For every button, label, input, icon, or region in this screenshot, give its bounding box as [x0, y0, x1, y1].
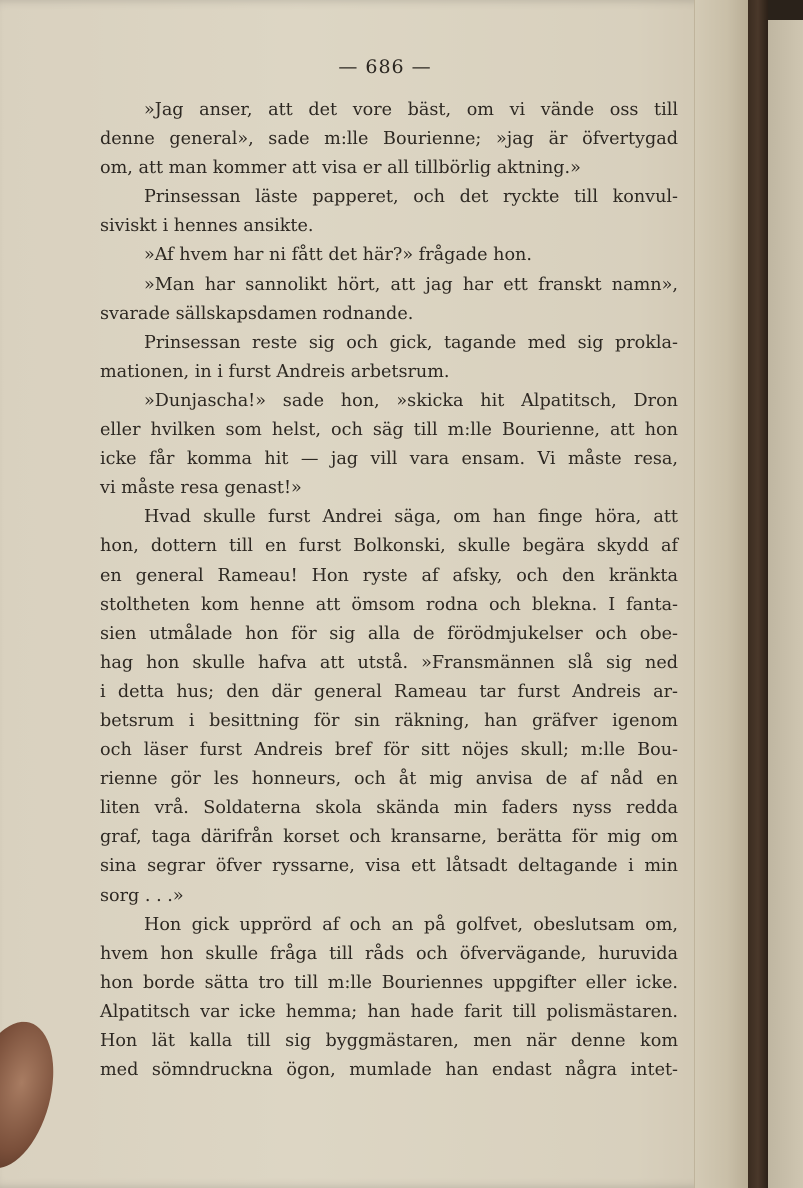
- text-line: »Dunjascha!» sade hon, »skicka hit Alpatitsch, Dron: [144, 390, 678, 411]
- text-line: liten vrå. Soldaterna skola skända min faders nyss redda: [100, 798, 678, 819]
- text-line: Hon lät kalla till sig byggmästaren, men när denne kom: [100, 1031, 678, 1051]
- adjacent-page: [768, 20, 803, 1188]
- text-line: graf, taga därifrån korset och kransarne, berätta för mig om: [100, 827, 678, 848]
- text-line: svarade sällskapsdamen rodnande.: [100, 303, 414, 324]
- text-line: denne general», sade m:lle Bourienne; »jag är öfvertygad: [100, 129, 678, 150]
- text-line: stoltheten kom henne att ömsom rodna och blekna. I fanta-: [100, 594, 678, 615]
- text-line: icke får komma hit — jag vill vara ensam. Vi måste resa,: [100, 449, 678, 470]
- text-line: »Man har sannolikt hört, att jag har ett franskt namn»,: [144, 274, 678, 295]
- text-line: Prinsessan läste papperet, och det ryckte till konvul-: [144, 187, 678, 208]
- text-line: sina segrar öfver ryssarne, visa ett låtsadt deltagande i min: [100, 856, 678, 877]
- text-line: Hvad skulle furst Andrei säga, om han finge höra, att: [144, 507, 678, 528]
- text-line: betsrum i besittning för sin räkning, han gräfver igenom: [100, 710, 678, 731]
- text-line: rienne gör les honneurs, och åt mig anvisa de af nåd en: [100, 769, 678, 790]
- body-text: [100, 96, 678, 1085]
- text-line: och läser furst Andreis bref för sitt nöjes skull; m:lle Bou-: [100, 740, 678, 761]
- text-line: Prinsessan reste sig och gick, tagande med sig prokla-: [144, 332, 678, 353]
- text-line: hon borde sätta tro till m:lle Bouriennes uppgifter eller icke.: [100, 972, 678, 993]
- text-line: hon, dottern till en furst Bolkonski, skulle begära skydd af: [100, 536, 678, 557]
- text-line: om, att man kommer att visa er all tillbörlig aktning.»: [100, 158, 581, 179]
- text-line: »Af hvem har ni fått det här?» frågade hon.: [144, 245, 532, 266]
- text-line: hag hon skulle hafva att utstå. »Fransmännen slå sig ned: [100, 652, 678, 673]
- text-line: sorg . . .»: [100, 885, 184, 906]
- book-spine: [748, 0, 768, 1188]
- text-line: sien utmålade hon för sig alla de förödmjukelser och obe-: [100, 623, 678, 644]
- text-line: eller hvilken som helst, och säg till m:lle Bourienne, att hon: [100, 420, 678, 441]
- text-line: i detta hus; den där general Rameau tar furst Andreis ar-: [100, 681, 678, 702]
- page-number: — 686 —: [338, 56, 432, 78]
- text-line: »Jag anser, att det vore bäst, om vi vände oss till: [144, 100, 678, 120]
- text-line: siviskt i hennes ansikte.: [100, 216, 314, 237]
- text-line: mationen, in i furst Andreis arbetsrum.: [100, 361, 450, 382]
- text-line: med sömndruckna ögon, mumlade han endast några intet-: [100, 1060, 678, 1081]
- text-line: Alpatitsch var icke hemma; han hade farit till polismästaren.: [100, 1001, 678, 1022]
- text-line: en general Rameau! Hon ryste af afsky, och den kränkta: [100, 565, 678, 586]
- text-line: vi måste resa genast!»: [100, 478, 302, 499]
- text-line: hvem hon skulle fråga till råds och öfvervägande, huruvida: [100, 943, 678, 964]
- text-line: Hon gick upprörd af och an på golfvet, obeslutsam om,: [144, 914, 678, 935]
- page-curl-edge: [694, 0, 749, 1188]
